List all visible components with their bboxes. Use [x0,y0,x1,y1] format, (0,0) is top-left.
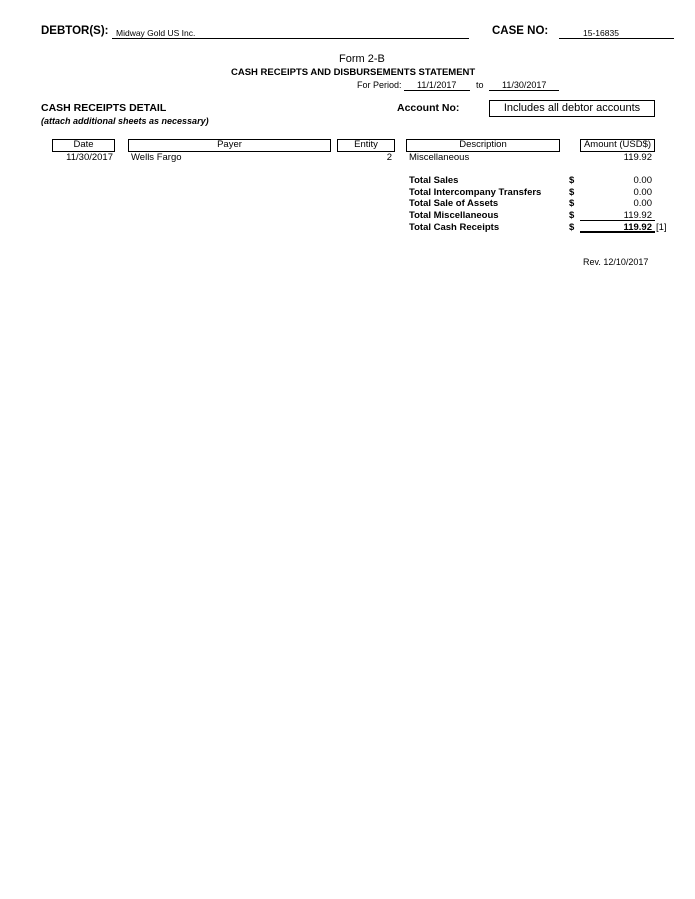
account-value-box [489,100,655,117]
total-currency: $ [569,222,575,233]
row-entity: 2 [386,152,392,163]
total-label: Total Miscellaneous [409,210,499,221]
row-date: 11/30/2017 [66,152,113,163]
total-double-rule [580,231,655,233]
total-value: 0.00 [633,198,652,209]
case-label: CASE NO: [492,25,549,37]
total-currency: $ [569,210,575,221]
debtor-name: Midway Gold US Inc. [116,28,196,38]
period-to: to [476,80,484,90]
header-entity: Entity [337,139,395,152]
total-label: Total Intercompany Transfers [409,187,542,198]
section-title: CASH RECEIPTS DETAIL [41,102,167,114]
debtor-label: DEBTOR(S): [41,25,109,37]
total-value: 0.00 [633,175,652,186]
form-title: CASH RECEIPTS AND DISBURSEMENTS STATEMENT [231,67,476,78]
total-label: Total Sale of Assets [409,198,499,209]
total-value: 119.92 [623,222,652,233]
total-label: Total Cash Receipts [409,222,500,233]
row-amount: 119.92 [623,152,652,163]
total-value: 119.92 [623,210,652,221]
period-start-underline [404,90,470,91]
revision-date: Rev. 12/10/2017 [583,257,649,267]
header-amount: Amount (USD$) [580,139,655,152]
period-label: For Period: [357,80,402,90]
total-currency: $ [569,187,575,198]
row-payer: Wells Fargo [131,152,182,163]
account-label: Account No: [397,102,460,114]
section-note: (attach additional sheets as necessary) [41,116,209,126]
header-payer: Payer [128,139,331,152]
period-start: 11/1/2017 [417,80,457,90]
period-end-underline [489,90,559,91]
total-value: 0.00 [633,187,652,198]
total-currency: $ [569,175,575,186]
case-number: 15-16835 [583,28,619,38]
form-number: Form 2-B [339,53,385,65]
period-end: 11/30/2017 [502,80,547,90]
header-date: Date [52,139,115,152]
total-label: Total Sales [409,175,459,186]
case-underline [559,38,674,39]
subtotal-rule [580,220,655,221]
total-footnote: [1] [656,222,667,233]
row-description: Miscellaneous [409,152,470,163]
total-currency: $ [569,198,575,209]
account-value: Includes all debtor accounts [503,102,641,114]
debtor-underline [112,38,469,39]
header-description: Description [406,139,560,152]
